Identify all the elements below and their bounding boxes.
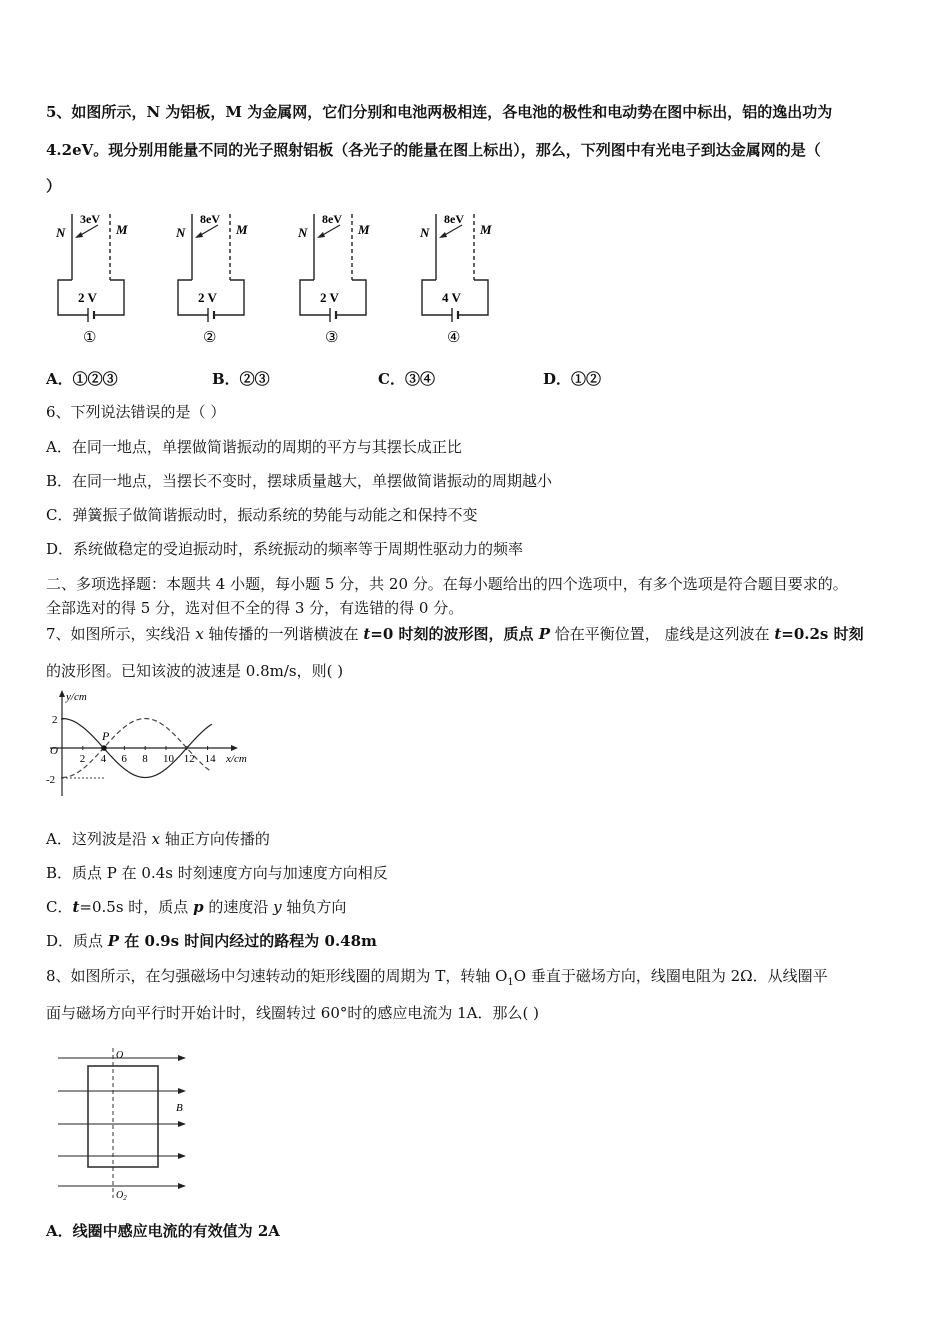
circuit-2 [175, 212, 248, 346]
q6-stem: 6、下列说法错误的是（ ） [46, 403, 226, 421]
x-tick-label-14: 14 [204, 753, 216, 765]
q5-stem-line1: 5、如图所示，N 为铝板，M 为金属网，它们分别和电池两极相连，各电池的极性和电动势在图中标出，铝的逸出功为 [46, 103, 833, 121]
plate-m-label: M [480, 222, 492, 237]
wire-right [336, 280, 366, 315]
x-tick-label-4: 4 [100, 753, 107, 765]
circuit-1 [55, 212, 128, 346]
q5-stem-line2: 4.2eV。现分别用能量不同的光子照射铝板（各光子的能量在图上标出），那么，下列图中有光电子到达金属网的是（ [46, 141, 821, 159]
plate-n-label: N [298, 225, 308, 240]
q5-circuit-figures [50, 208, 520, 348]
field-arrow-5 [178, 1183, 186, 1189]
point-p [101, 745, 107, 751]
field-label: B [176, 1102, 183, 1114]
q5-option-a: A．①②③ [46, 370, 118, 388]
field-arrow-2 [178, 1088, 186, 1094]
photon-arrow-head [195, 232, 203, 238]
circuit-index: ④ [447, 330, 461, 346]
wire-right [94, 280, 124, 315]
photon-energy: 8eV [322, 212, 342, 226]
photon-energy: 8eV [200, 212, 220, 226]
plate-m-label: M [358, 222, 370, 237]
q5-stem-line3: ） [46, 177, 62, 195]
axis-label-bottom: $O_2$ [116, 1190, 127, 1202]
photon-arrow-head [439, 232, 447, 238]
x-tick-label-10: 10 [163, 753, 174, 765]
q8-coil-figure [50, 1046, 210, 1206]
battery-voltage: 2 V [78, 290, 97, 305]
x-tick-label-2: 2 [79, 753, 86, 765]
q5-option-d: D．①② [543, 370, 602, 388]
section2-line2: 全部选对的得 5 分，选对但不全的得 3 分，有选错的得 0 分。 [46, 599, 464, 617]
q7-option-c: C．t=0.5s 时，质点 p 的速度沿 y 轴负方向 [46, 898, 347, 916]
q6-option-a: A．在同一地点，单摆做简谐振动的周期的平方与其摆长成正比 [46, 438, 462, 456]
plate-m-label: M [236, 222, 248, 237]
plate-m-label: M [116, 222, 128, 237]
q7-wave-graph [44, 688, 264, 800]
photon-arrow-head [317, 232, 325, 238]
x-tick-label-12: 12 [183, 753, 195, 765]
photon-energy: 3eV [80, 212, 100, 226]
plate-n-label: N [56, 225, 66, 240]
y-axis-label: y/cm [66, 691, 87, 703]
circuit-4 [419, 212, 492, 346]
origin-label: O [50, 745, 58, 757]
point-p-label: P [102, 729, 110, 743]
q7-option-a: A．这列波是沿 x 轴正方向传播的 [46, 830, 270, 848]
circuit-index: ③ [325, 330, 339, 346]
circuit-3 [297, 212, 370, 346]
photon-energy: 8eV [444, 212, 464, 226]
q6-option-c: C．弹簧振子做简谐振动时，振动系统的势能与动能之和保持不变 [46, 506, 478, 524]
q5-option-c: C．③④ [378, 370, 435, 388]
q8-stem-line2: 面与磁场方向平行时开始计时，线圈转过 60°时的感应电流为 1A．那么( ) [46, 1004, 539, 1022]
wire-right [458, 280, 488, 315]
wire-right [214, 280, 244, 315]
circuit-index: ② [203, 330, 217, 346]
y-axis-arrow [59, 690, 65, 697]
battery-voltage: 2 V [198, 290, 217, 305]
x-axis-arrow [231, 745, 238, 751]
q8-stem-line1: 8、如图所示，在匀强磁场中匀速转动的矩形线圈的周期为 T，转轴 $O_1O$ 垂直于磁场方向，线圈电阻为 2Ω．从线圈平 [46, 967, 828, 988]
plate-n-label: N [420, 225, 430, 240]
field-arrow-1 [178, 1055, 186, 1061]
x-tick-label-6: 6 [121, 753, 127, 765]
field-arrow-4 [178, 1153, 186, 1159]
x-axis-label: x/cm [226, 753, 247, 765]
field-arrow-3 [178, 1121, 186, 1127]
photon-arrow-head [75, 232, 83, 238]
q5-option-b: B．②③ [212, 370, 270, 388]
section2-line1: 二、多项选择题：本题共 4 小题，每小题 5 分，共 20 分。在每小题给出的四个选项中，有多个选项是符合题目要求的。 [46, 575, 848, 593]
y-tick-neg2: -2 [46, 774, 56, 786]
circuit-index: ① [83, 330, 97, 346]
x-tick-label-8: 8 [142, 753, 148, 765]
q8-option-a: A．线圈中感应电流的有效值为 2A [46, 1222, 280, 1240]
q7-option-d: D．质点 P 在 0.9s 时间内经过的路程为 0.48m [46, 932, 377, 950]
q6-option-b: B．在同一地点，当摆长不变时，摆球质量越大，单摆做简谐振动的周期越小 [46, 472, 553, 490]
plate-n-label: N [176, 225, 186, 240]
q7-option-b: B．质点 P 在 0.4s 时刻速度方向与加速度方向相反 [46, 864, 388, 882]
q7-stem-line1: 7、如图所示，实线沿 x 轴传播的一列谐横波在 t=0 时刻的波形图，质点 P 恰在平衡位置， 虚线是这列波在 t=0.2s 时刻 [46, 625, 864, 643]
battery-voltage: 2 V [320, 290, 339, 305]
battery-voltage: 4 V [442, 290, 461, 305]
q7-stem-line2: 的波形图。已知该波的波速是 0.8m/s，则( ) [46, 662, 344, 680]
axis-label-top: O [116, 1050, 124, 1061]
q6-option-d: D．系统做稳定的受迫振动时，系统振动的频率等于周期性驱动力的频率 [46, 540, 524, 558]
y-tick-2: 2 [52, 714, 58, 726]
rectangular-coil [88, 1066, 158, 1167]
